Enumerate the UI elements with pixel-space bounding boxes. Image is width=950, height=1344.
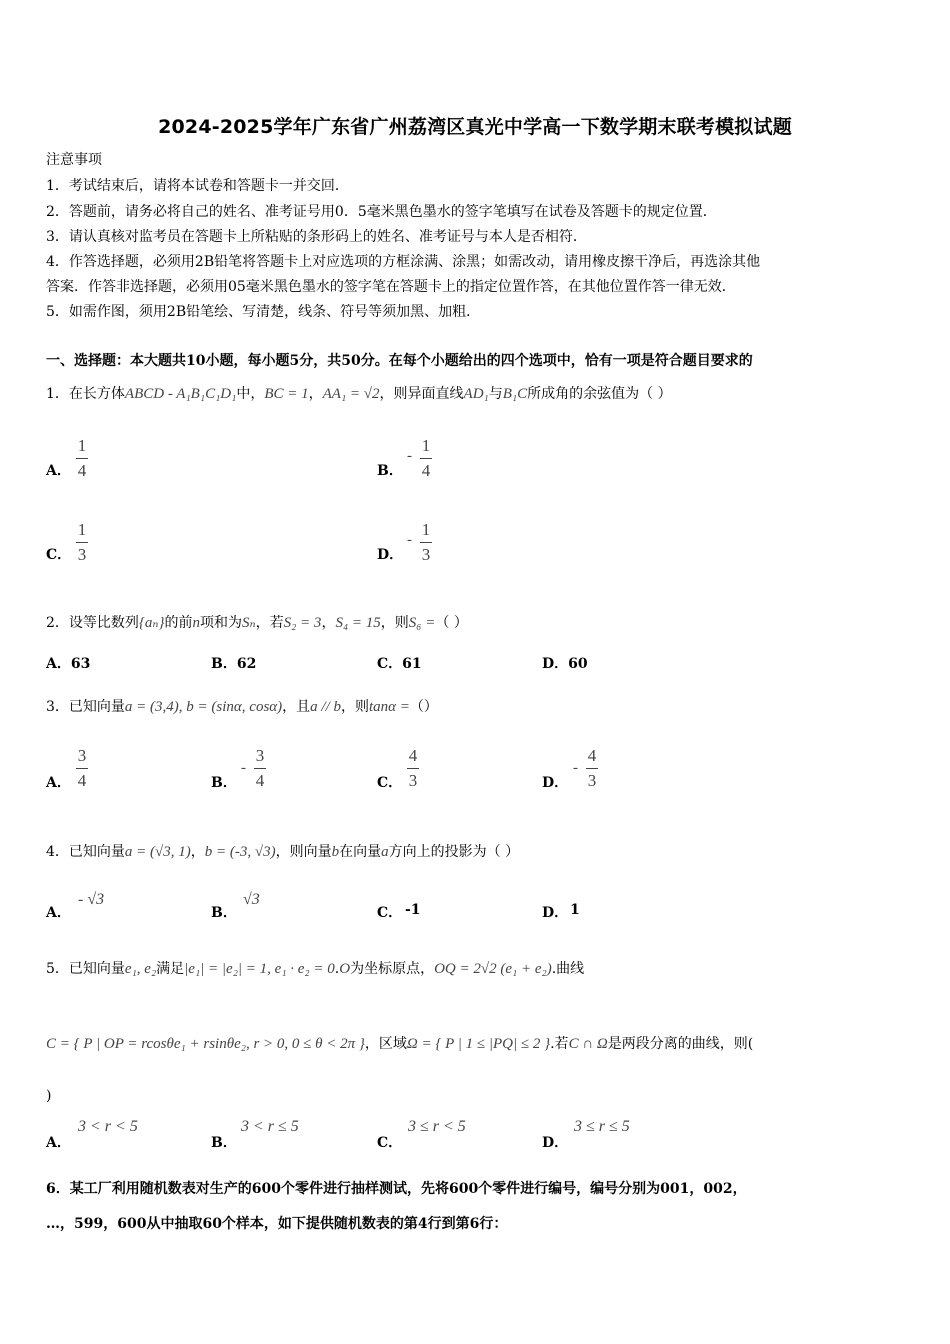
option-label: C．: [377, 775, 403, 791]
option-label: A．: [46, 775, 71, 791]
option-label: A．: [46, 1135, 71, 1151]
minus-sign: -: [407, 532, 412, 548]
option-value: 3 ≤ r ≤ 5: [574, 1118, 630, 1135]
fraction: 3 4: [255, 746, 265, 790]
option-value: √3: [243, 891, 260, 908]
question-4: 4．已知向量a = (√3, 1)，b = (-3, √3)，则向量b在向量a方向上的投影为（ ）: [46, 844, 520, 860]
option-value: -1: [405, 902, 421, 918]
section-header: 一、选择题：本大题共10小题，每小题5分，共50分。在每个小题给出的四个选项中，恰有一项是符合题目要求的: [46, 353, 753, 369]
option: B．62: [211, 656, 257, 672]
question-6-line-1: 6．某工厂利用随机数表对生产的600个零件进行抽样测试，先将600个零件进行编号，编号分别为001，002，: [46, 1181, 747, 1197]
fraction: 3 4: [77, 746, 87, 790]
notice-item: 1．考试结束后，请将本试卷和答题卡一并交回．: [46, 178, 349, 194]
fraction: 1 3: [421, 520, 431, 564]
question-1: 1．在长方体ABCD - A₁B₁C₁D₁中，BC = 1，AA₁ = √2，则异面直线AD₁与B₁C所成角的余弦值为（ ）: [46, 386, 672, 402]
option-label: B．: [211, 905, 237, 921]
question-3: 3．已知向量a = (3,4), b = (sinα, cosα)，且a // b，则tanα =（）: [46, 699, 438, 715]
question-5-line-1: 5．已知向量e₁, e₂满足|e₁| = |e₂| = 1, e₁ · e₂ = 0.O为坐标原点，OQ = 2√2 (e₁ + e₂).曲线: [46, 961, 585, 977]
option: D．60: [542, 656, 588, 672]
option-value: - √3: [78, 891, 105, 908]
option-label: C．: [377, 905, 403, 921]
question-6-line-2: …，599，600从中抽取60个样本，如下提供随机数表的第4行到第6行：: [46, 1216, 508, 1232]
minus-sign: -: [573, 760, 578, 776]
fraction: 4 3: [408, 746, 418, 790]
notice-item: 答案．作答非选择题，必须用05毫米黑色墨水的签字笔在答题卡上的指定位置作答，在其他位置作答一律无效．: [46, 279, 736, 295]
option-value: 3 < r < 5: [78, 1118, 138, 1135]
notice-item: 3．请认真核对监考员在答题卡上所粘贴的条形码上的姓名、准考证号与本人是否相符．: [46, 229, 587, 245]
notice-item: 2．答题前，请务必将自己的姓名、准考证号用0．5毫米黑色墨水的签字笔填写在试卷及答题卡的规定位置．: [46, 204, 717, 220]
option-value: 3 ≤ r < 5: [408, 1118, 466, 1135]
notice-item: 5．如需作图，须用2B铅笔绘、写清楚，线条、符号等须加黑、加粗．: [46, 304, 481, 320]
option-label: B．: [211, 775, 237, 791]
option-label: D．: [377, 547, 404, 563]
option: C．61: [377, 656, 422, 672]
page-title: 2024-2025学年广东省广州荔湾区真光中学高一下数学期末联考模拟试题: [158, 116, 792, 138]
notice-heading: 注意事项: [46, 152, 102, 168]
option-value: 3 < r ≤ 5: [241, 1118, 299, 1135]
question-5-line-2: C = { P | OP = rcosθe₁ + rsinθe₂, r > 0, 0 ≤ θ < 2π }，区域Ω = { P | 1 ≤ |PQ| ≤ 2 }.若C ∩ Ω是两段分离的曲线，则(: [46, 1036, 754, 1052]
option-label: B．: [377, 463, 403, 479]
option-value: 1: [570, 902, 580, 918]
option-label: D．: [542, 775, 569, 791]
minus-sign: -: [407, 448, 412, 464]
option-label: C．: [377, 1135, 403, 1151]
option-label: D．: [542, 1135, 569, 1151]
minus-sign: -: [241, 760, 246, 776]
notice-item: 4．作答选择题，必须用2B铅笔将答题卡上对应选项的方框涂满、涂黑；如需改动，请用橡皮擦干净后，再选涂其他: [46, 254, 761, 270]
question-2: 2．设等比数列{aₙ}的前n项和为Sₙ，若S₂ = 3，S₄ = 15，则S₆ =（ ）: [46, 615, 468, 631]
option-label: A．: [46, 463, 71, 479]
option-label: C．: [46, 547, 72, 563]
option: A．63: [46, 656, 91, 672]
question-5-line-3: ): [46, 1088, 52, 1104]
option-label: A．: [46, 905, 71, 921]
option-label: D．: [542, 905, 569, 921]
fraction: 1 4: [77, 436, 87, 480]
option-label: B．: [211, 1135, 237, 1151]
fraction: 1 3: [77, 520, 87, 564]
fraction: 1 4: [421, 436, 431, 480]
fraction: 4 3: [587, 746, 597, 790]
